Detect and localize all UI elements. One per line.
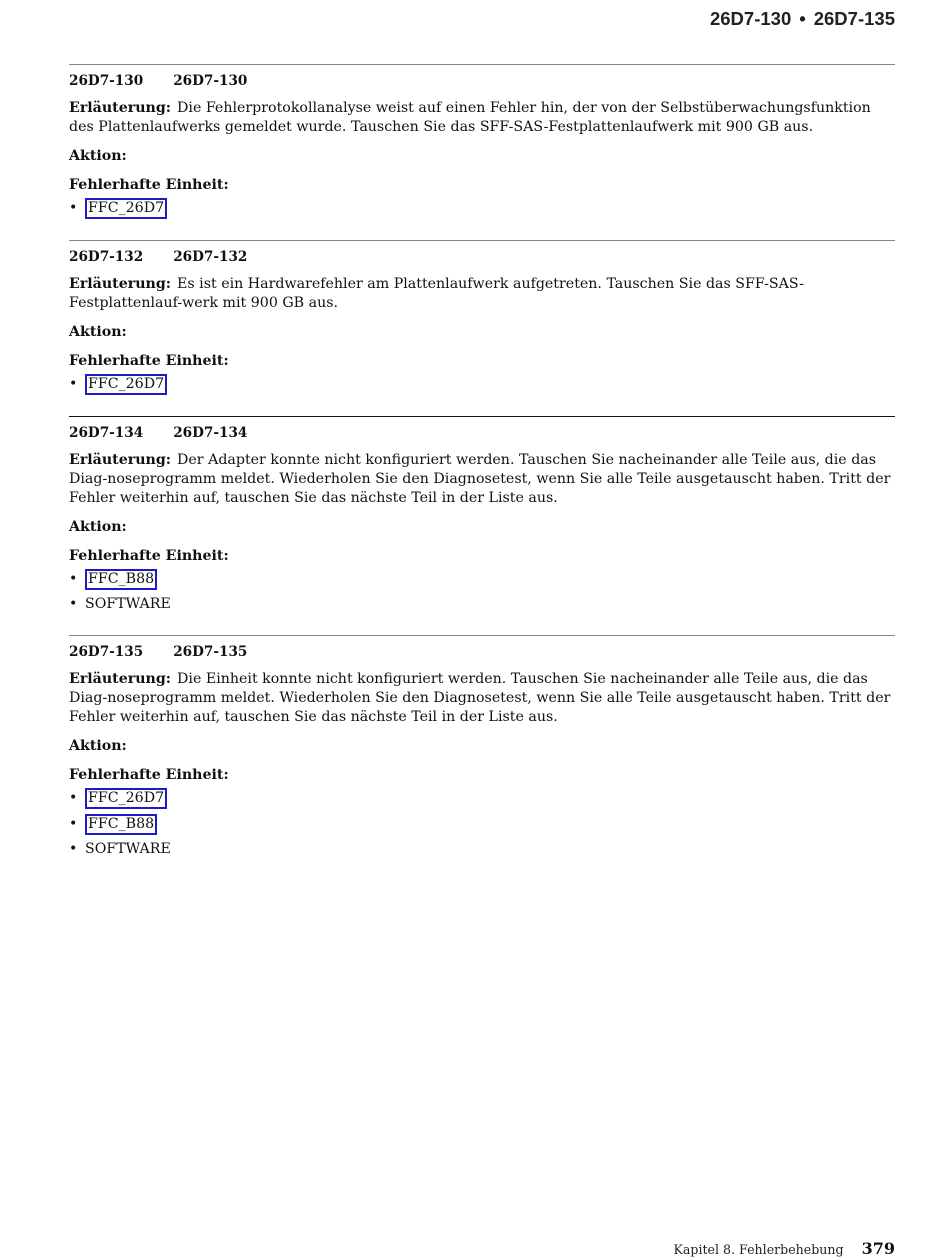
list-item [69,840,895,859]
error-code: 26D7-135 [69,644,144,660]
list-item [69,788,895,809]
explanation-label: Erläuterung: [69,671,172,687]
explanation-text: Die Einheit konnte nicht konfiguriert werden. Tauschen Sie nacheinander alle Teile aus, die das Diag-noseprogramm meldet. Wiederholen Sie den Diagnosetest, wenn Sie alle Teile ausgetauscht haben. Tritt der Fehler weiterhin auf, tauschen Sie das nächste Teil in der Liste aus. [69,671,891,725]
explanation-text: Der Adapter konnte nicht konfiguriert werden. Tauschen Sie nacheinander alle Teile aus, die das Diag-noseprogramm meldet. Wiederholen Sie den Diagnosetest, wenn Sie alle Teile ausgetauscht haben. Tritt der Fehler weiterhin auf, tauschen Sie das nächste Teil in der Liste aus. [69,452,891,506]
error-entry-26d7-130 [69,64,895,219]
error-code: 26D7-132 [69,249,144,265]
failing-unit-list [69,198,895,219]
bullet-icon: • [69,596,78,612]
action-label: Aktion: [69,519,127,535]
error-code-row [69,72,895,90]
header-range-start: 26D7-130 [709,8,792,29]
page-number: 379 [861,1239,895,1258]
list-item [69,569,895,590]
action-label: Aktion: [69,148,127,164]
failing-unit-list [69,788,895,859]
part-link-ffc-26d7[interactable]: FFC_26D7 [85,198,167,219]
error-code-repeat: 26D7-134 [173,425,248,441]
bullet-icon: • [69,376,78,392]
explanation-paragraph [69,451,895,508]
explanation-text: Die Fehlerprotokollanalyse weist auf einen Fehler hin, der von der Selbstüberwachungsfunktion des Plattenlaufwerks gemeldet wurde. Tauschen Sie das SFF-SAS-Festplattenlaufwerk mit 900 GB aus. [69,100,871,135]
failing-unit-label: Fehlerhafte Einheit: [69,353,229,369]
explanation-label: Erläuterung: [69,276,172,292]
explanation-paragraph [69,275,895,313]
error-code: 26D7-130 [69,73,144,89]
bullet-icon: • [69,200,78,216]
part-link-ffc-26d7[interactable]: FFC_26D7 [85,374,167,395]
part-link-ffc-b88[interactable]: FFC_B88 [85,814,157,835]
failing-unit-label: Fehlerhafte Einheit: [69,177,229,193]
error-code-row [69,248,895,266]
part-link-ffc-26d7[interactable]: FFC_26D7 [85,788,167,809]
error-entry-26d7-135 [69,635,895,859]
part-link-ffc-b88[interactable]: FFC_B88 [85,569,157,590]
error-code-repeat: 26D7-130 [173,73,248,89]
header-range-end: 26D7-135 [813,8,895,29]
list-item [69,374,895,395]
failing-unit-list [69,374,895,395]
header-separator: • [799,8,806,29]
error-code-row [69,424,895,442]
list-item [69,198,895,219]
error-code-repeat: 26D7-135 [173,644,248,660]
failing-unit-list [69,569,895,614]
explanation-label: Erläuterung: [69,452,172,468]
list-item [69,814,895,835]
error-code-repeat: 26D7-132 [173,249,248,265]
part-software: SOFTWARE [85,841,171,857]
explanation-label: Erläuterung: [69,100,172,116]
part-software: SOFTWARE [85,596,171,612]
failing-unit-label: Fehlerhafte Einheit: [69,767,229,783]
bullet-icon: • [69,790,78,806]
failing-unit-label: Fehlerhafte Einheit: [69,548,229,564]
running-header [710,8,895,30]
bullet-icon: • [69,571,78,587]
error-code-row [69,643,895,661]
explanation-text: Es ist ein Hardwarefehler am Plattenlaufwerk aufgetreten. Tauschen Sie das SFF-SAS-Festplattenlauf-werk mit 900 GB aus. [69,276,804,311]
error-entry-26d7-134 [69,416,895,614]
bullet-icon: • [69,841,78,857]
chapter-title: Kapitel 8. Fehlerbehebung [673,1242,844,1257]
bullet-icon: • [69,816,78,832]
explanation-paragraph [69,99,895,137]
explanation-paragraph [69,670,895,727]
action-label: Aktion: [69,324,127,340]
error-code: 26D7-134 [69,425,144,441]
action-label: Aktion: [69,738,127,754]
list-item [69,595,895,614]
error-entry-26d7-132 [69,240,895,395]
page-footer [673,1239,895,1258]
main-content [69,64,895,880]
